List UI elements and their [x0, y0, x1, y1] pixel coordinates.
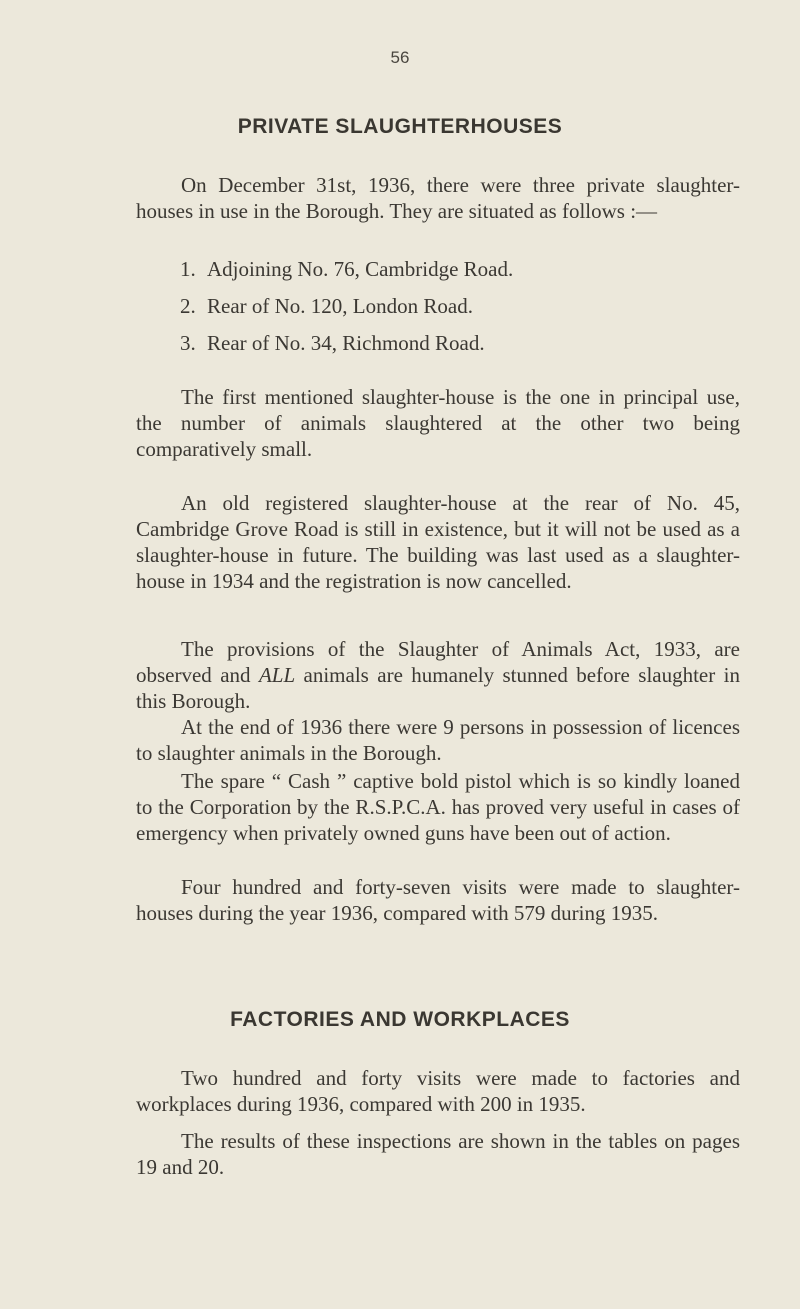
list-item-number: 2.: [180, 294, 196, 318]
paragraph-inspection-results: [136, 1128, 740, 1180]
paragraph-factory-visits: [136, 1065, 740, 1117]
paragraph-licences-text: At the end of 1936 there were 9 persons in possession of licences to slaughter animals in the Borough.: [136, 715, 740, 765]
slaughterhouse-list: [180, 256, 513, 367]
list-item-text: Rear of No. 34, Richmond Road.: [207, 331, 485, 355]
list-item-number: 1.: [180, 257, 196, 281]
paragraph-act-provisions: [136, 636, 740, 714]
page-number: 56: [390, 48, 410, 67]
paragraph-old-slaughterhouse: [136, 490, 740, 594]
paragraph-intro-text: On December 31st, 1936, there were three private slaughter-houses in use in the Borough. They are situated as follows :—: [136, 173, 740, 223]
paragraph-intro: [136, 172, 740, 224]
list-item-text: Adjoining No. 76, Cambridge Road.: [207, 257, 514, 281]
paragraph-factory-visits-text: Two hundred and forty visits were made to factories and workplaces during 1936, compared with 200 in 1935.: [136, 1066, 740, 1116]
paragraph-licences: [136, 714, 740, 766]
paragraph-inspection-results-text: The results of these inspections are shown in the tables on pages 19 and 20.: [136, 1129, 740, 1179]
emphasis-all: ALL: [258, 663, 296, 687]
section-heading-slaughterhouses: PRIVATE SLAUGHTERHOUSES: [237, 115, 563, 138]
list-item: [180, 330, 513, 367]
paragraph-visits-text: Four hundred and forty-seven visits were made to slaughter-houses during the year 1936, compared with 579 during 1935.: [136, 875, 740, 925]
list-item: [180, 256, 513, 293]
paragraph-visits: [136, 874, 740, 926]
paragraph-act-text-2: animals are humanely stunned before slaughter in this Borough.: [136, 663, 740, 713]
paragraph-act-text-1: The provisions of the Slaughter of Animals Act, 1933, are observed and: [136, 637, 740, 687]
paragraph-old-slaughterhouse-text: An old registered slaughter-house at the rear of No. 45, Cambridge Grove Road is still in existence, but it will not be used as a slaughter-house in future. The building was last used as a slaughter-house in 1934 and the registration is now cancelled.: [136, 491, 740, 593]
list-item-text: Rear of No. 120, London Road.: [207, 294, 473, 318]
paragraph-principal-use-text: The first mentioned slaughter-house is the one in principal use, the number of animals slaughtered at the other two being comparatively small.: [136, 385, 740, 461]
list-item: [180, 293, 513, 330]
section-heading-factories: FACTORIES AND WORKPLACES: [230, 1008, 570, 1031]
paragraph-captive-pistol-text: The spare “ Cash ” captive bold pistol which is so kindly loaned to the Corporation by the R.S.P.C.A. has proved very useful in cases of emergency when privately owned guns have been out of action.: [136, 769, 740, 845]
paragraph-principal-use: [136, 384, 740, 462]
paragraph-captive-pistol: [136, 768, 740, 846]
list-item-number: 3.: [180, 331, 196, 355]
